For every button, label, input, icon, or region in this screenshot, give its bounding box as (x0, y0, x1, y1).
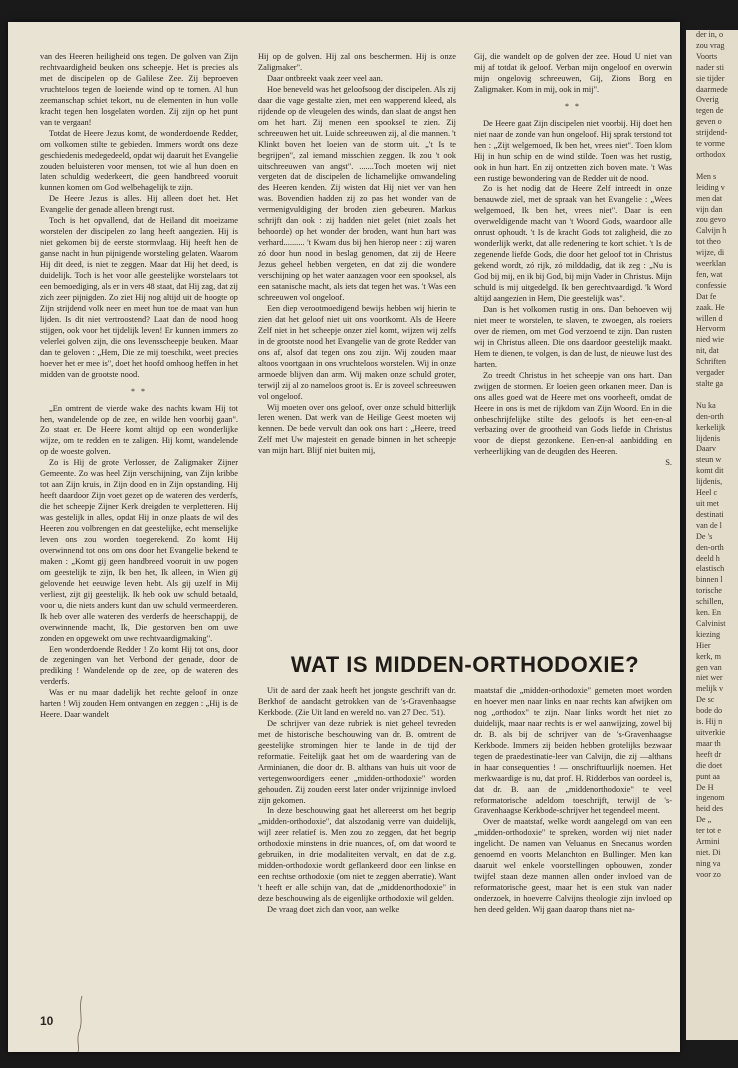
adjacent-page-line: Dat fe (696, 291, 717, 301)
adjacent-page-line: kerkelijk (696, 422, 726, 432)
adjacent-page-line: deeld h (696, 553, 720, 563)
adjacent-page-line: Daarv (696, 444, 717, 454)
adjacent-page-line: Hervorm (696, 324, 726, 334)
adjacent-page-line: ning va (696, 858, 721, 868)
adjacent-page-line: niet. Di (696, 847, 721, 857)
adjacent-page-line: nit, dat (696, 346, 719, 356)
adjacent-page-line: wijze, di (696, 248, 725, 258)
adjacent-page-line: melijk v (696, 684, 724, 694)
meditation-column-3 (474, 52, 672, 469)
adjacent-page-line: De 's (696, 531, 713, 541)
adjacent-page-line: leiding v (696, 182, 725, 192)
adjacent-page-line: Men s (696, 171, 717, 181)
paragraph: van des Heeren heiligheid ons tegen. De golven van Zijn rechtvaardigheid beuken ons scheepje. Het is precies als met de discipelen op de Galilese Zee. Zij beproeven vruchteloos tegen de loeiende wind op te tornen. Al hun zeemanschap schiet tekort, nu de elementen in hun volle kracht tegen hen losgelaten worden. Zij zijn op het punt van te vergaan! (40, 52, 238, 127)
adjacent-page-line (686, 390, 738, 401)
paragraph: Toch is het opvallend, dat de Heiland dit moeizame worstelen der discipelen zo lang heeft aangezien. Hij is niet gekomen bij de eerste stormvlaag. Hij heeft hen de ganse nacht in hun pijnigende worsteling gelaten. Waarom Hij dit deed, is niet te zeggen. Maar dat Hij het deed, is duidelijk. Toch is het voor alle geestelijke worstelaars tot een bemoediging, als er in vers 48 staat, dat Hij zag, dat zij zich zeer pijnigden. Zo ziet Hij nog altijd uit de hoogte op Zijn strijdend volk neer en meet hun toe de maat van hun lijden. Is dit niet vertroostend? Laat dan de nood hoog stijgen, ook voor het tijdelijk leven! Er kunnen immers zo velerlei golven zijn, die ons levensscheepje beuken. Maar dan te geloven : „Hem, Die ze mij toeschikt, weet precies hoever het er mee is", doet het hoofd omhoog heffen in het midden van de grootste nood. (40, 216, 238, 379)
paragraph: Zo treedt Christus in het scheepje van ons hart. Dan zwijgen de stormen. Er loeien geen orkanen meer. Dan is ons alles goed wat de Heere met ons voorheeft, omdat de Heere in ons is met de rijkdom van Zijn Woord. En in die onbeschrijfelijke stilte des geloofs is het een-en-al verbazing over de grootheid van Gods liefde in Christus voor de diepst gezonkene. Een-en-al aanbidding en verheerlijking van de deugden des Heeren. (474, 370, 672, 457)
adjacent-page-line (686, 161, 738, 172)
adjacent-page-line: geven o (696, 117, 722, 127)
adjacent-page-line: fen, wat (696, 269, 723, 279)
adjacent-page-line: Nu ka (696, 400, 716, 410)
adjacent-page-line: Hier (696, 640, 711, 650)
adjacent-page-line: heeft dr (696, 749, 722, 759)
adjacent-page-line: tot theo (696, 237, 721, 247)
adjacent-page-line: tegen de (696, 106, 724, 116)
section-divider: * * (131, 386, 147, 396)
paragraph: Daar ontbreekt vaak zeer veel aan. (267, 73, 383, 83)
adjacent-page-line: torische (696, 586, 722, 596)
adjacent-page-line: komt dit (696, 466, 724, 476)
adjacent-page-line: van de l (696, 520, 722, 530)
adjacent-page-line: zaak. He (696, 302, 725, 312)
adjacent-page-line: zou vrag (696, 40, 725, 50)
article-column-right (474, 686, 672, 916)
adjacent-page-line: kerk, m (696, 651, 722, 661)
paragraph: maatstaf die „midden-orthodoxie" gemeten moet worden en hoever men naar links en naar rechts kan afwijken om nog „orthodox" te zijn. Naar links wordt het niet zo duidelijk, maar naar rechts is er wel aanwijzing, zowel bij dr. B. als bij de schrijver van de 's-Gravenhaagse Kerkbode. Immers zij beiden hebben grotelijks bezwaar tegen de praedestinatie-leer van Calvijn, die zij —althans in haar consequenties ! — onschriftuurlijk noemen. Het merkwaardige is nu, dat prof. H. Ridderbos van oordeel is, dat dr. B. aan de „middenorthodoxie" te veel reformatorische adeldom toeschrijft, terwijl de 's-Gravenhaagse Kerkbode-schrijver het tegendeel meent. (474, 686, 672, 816)
adjacent-page-line: schillen, (696, 597, 724, 607)
pencil-mark (70, 994, 90, 1054)
adjacent-page-line: die doet (696, 760, 723, 770)
adjacent-page-line: lijdenis (696, 433, 721, 443)
adjacent-page-line: zou gevo (696, 215, 726, 225)
adjacent-page-line: kiezing (696, 629, 721, 639)
adjacent-page-line: Heel c (696, 488, 718, 498)
adjacent-page-line: der in, o (696, 30, 724, 39)
adjacent-page-line: den-orth (696, 411, 724, 421)
paragraph: De vraag doet zich dan voor, aan welke (267, 905, 400, 915)
meditation-column-2 (258, 52, 456, 457)
paragraph: In deze beschouwing gaat het allereerst om het begrip „midden-orthodoxie", dat alszodanig verre van duidelijk, wijl zeer relatief is. Men zou zo zeggen, dat het begrip orthodoxie minstens in drie nuances, of, om dat woord te gebruiken, in drie modaliteiten vervalt, en dat de z.g. midden-orthodoxie wordt geflankeerd door een linkse en een rechtse orthodoxie (om niet te zeggen aberratie). Want 't heeft er alle schijn van, dat de „middenorthodoxie" in deze beschouwing als de eigenlijke orthodoxie wil gelden. (258, 806, 456, 904)
adjacent-page-line: stalte ga (696, 379, 724, 388)
adjacent-page-line: confessie (696, 280, 727, 290)
paragraph: Totdat de Heere Jezus komt, de wonderdoende Redder, om volkomen stilte te gebieden. Immers wordt ons deze geschiedenis medegedeeld, opdat wij daaruit het Evangelie zouden beluisteren voor mensen, tot wie al hun doen en laten schuldig wederkeert, die geen handbreed vooruit kunnen komen om God welbehagelijk te zijn. (40, 128, 238, 193)
adjacent-page-line: Calvinist (696, 618, 726, 628)
paragraph: Gij, die wandelt op de golven der zee. Houd U niet van mij af totdat ik geloof. Verban mijn ongeloof en overwin mijn ongelovig schreeuwen, Gij, Zions Borg en Zaligmaker. Kom in mij, ook in mij". (474, 52, 672, 94)
article-column-left (258, 686, 456, 916)
author-initial: S. (665, 458, 672, 468)
adjacent-page-line: willen d (696, 313, 723, 323)
adjacent-page-line: strijdend- (696, 128, 728, 138)
adjacent-page-line: lijdenis, (696, 477, 723, 487)
paragraph: Zo is het nodig dat de Heere Zelf intreedt in onze benauwde ziel, met de spraak van het Evangelie : „Wees welgemoed, Ik ben het, vrees niet". Daar is een overweldigende macht van 't Woord Gods, waardoor alle onrust ophoudt. 't Is de kracht Gods tot zaligheid, die zo wonderlijk werkt, dat alle redenering te kort schiet. 't Is de zegenende liefde Gods, die door het geloof tot in Christus gekend wordt, zó rijk, zó milddadig, dat ik zeg : „Nu is God bij mij, en ik bij God, bij mijn Vader in Christus. Mijn schuld is mij uitgedelgd. Ik ben gerechtvaardigd. 'k Word altijd aangezien in Hem, Die geestelijk was". (474, 184, 672, 304)
adjacent-page-line: voor zo (696, 869, 721, 879)
adjacent-page-line: De sc (696, 695, 715, 705)
adjacent-page-fragment (686, 30, 738, 1040)
paragraph: Wij moeten over ons geloof, over onze schuld bitterlijk leren wenen. Dat werk van de Heilige Geest moeten wij kennen. De bede vervult dan ook ons hart : „Heere, treed Zelf met Uw majesteit en genade binnen in het scheepje van mijn hart. Blijf niet buiten mij, (258, 402, 456, 456)
adjacent-page-line: vergader (696, 368, 725, 378)
paragraph: Een wonderdoende Redder ! Zo komt Hij tot ons, door de zegeningen van het Verbond der genade, door de prediking ! Wandelende op de zee, op de wateren des verderfs. (40, 644, 238, 687)
adjacent-page-line: vijn dan (696, 204, 723, 214)
meditation-column-1 (40, 52, 238, 721)
paragraph: Hij op de golven. Hij zal ons beschermen. Hij is onze Zaligmaker". (258, 52, 456, 72)
paragraph: Zo is Hij de grote Verlosser, de Zaligmaker Zijner Gemeente. Zo was heel Zijn verschijning, van Zijn kribbe tot aan Zijn kruis, in Zijn dood en in Zijn opstanding. Hij heeft daardoor Zijn voet gezet op de wateren des verderfs, die het scheepje Zijner Kerk dreigden te verpletteren. Hij was gestelijk in alles, opdat Hij in onze plaats de wil des Heeren zou volbrengen en dat geestelijke, echt menselijke leven ons zou worden toegerekend. Zo komt Hij overwinnend tot ons om ons door het Evangelie bekend te maken : „Komt gij geen handbreed vooruit in uw pogen om geestelijk te zijn, Ik ben het, Ik alleen, in Wien gij gelovende het eeuwige leven hebt. Als gij uzelf in Mij verliest, zijt gij geestelijk. Ik heb ook uw schuld betaald, voor u, die niets anders kunt dan uw schuld vermeerderen. Ik heb over alle wateren des verderfs de heerschappij, de overwinnende macht, Ik, Die gestorven ben om uwe zonden en opgewekt om uwe rechtvaardigmaking". (40, 458, 238, 643)
paragraph: Een diep verootmoedigend bewijs hebben wij hierin te zien dat het geloof niet uit ons voortkomt. Als de Heere Zelf niet in het scheepje onzer ziel komt, wijzen wij zelfs in de grootste nood het Evangelie van de grote Redder van ons af, alsof dat tegen ons zou zijn. Wij zouden maar altoos voortgaan in ons vruchteloos worstelen. Wij in onze armoede blijven dan arm. Wij maken onze schuld groter, terwijl zij al zo nameloos groot is. Er is zoveel schreeuwen vol ongeloof. (258, 303, 456, 401)
adjacent-page-line: uit met (696, 498, 719, 508)
adjacent-page-line: uitverkie (696, 728, 726, 737)
adjacent-page-line: destinati (696, 509, 724, 519)
adjacent-page-line: binnen l (696, 575, 723, 585)
paragraph: De Heere gaat Zijn discipelen niet voorbij. Hij doet hen niet naar de zonde van hun ongeloof. Hij sprak terstond tot hen : „Zijt welgemoed, Ik ben het, vrees niet". Toen klom Hij in hun schip en de wind stilde. Toen was het rustig, ook in hun hart. En zij ontzetten zich boven mate. 't Was een rustige bewondering van de Redder uit de nood. (474, 118, 672, 183)
adjacent-page-line: niet wer (696, 673, 723, 683)
adjacent-page-line: te vorme (696, 139, 725, 149)
adjacent-page-line: is. Hij n (696, 717, 723, 727)
paragraph: Dan is het volkomen rustig in ons. Dan behoeven wij niet meer te worstelen, te slaven, te zwoegen, als roeiers over de riemen, om met God verzoend te zijn. Dan rusten wij in Christus alleen. Die ons daardoor geestelijk maakt. Hem te dienen, te volgen, is dan de lust, de nieuwe lust des harten. (474, 304, 672, 369)
adjacent-page-line: ter tot e (696, 826, 722, 836)
adjacent-page-line: steun w (696, 455, 722, 465)
adjacent-page-line: den-orth (696, 542, 724, 552)
adjacent-page-line: Armini (696, 837, 720, 847)
adjacent-page-line: elastisch (696, 564, 725, 574)
paragraph: Was er nu maar dadelijk het rechte geloof in onze harten ! Wij zouden Hem ontvangen en zeggen : „Hij is de Heere. Daar wandelt (40, 688, 238, 720)
magazine-page (8, 22, 680, 1052)
adjacent-page-line: Voorts (696, 51, 718, 61)
adjacent-page-line: maar th (696, 738, 721, 748)
adjacent-page-line: bode do (696, 706, 723, 716)
adjacent-page-line: heid des (696, 804, 724, 814)
adjacent-page-line: De H (696, 782, 714, 792)
section-divider: * * (565, 101, 581, 111)
paragraph: „En omtrent de vierde wake des nachts kwam Hij tot hen, wandelende op de zee, en wilde hen voorbij gaan". Zo staat er. De Heere komt altijd op een wonderlijke wijze, om te redden en te zaligen. Hij komt, wandelende op de woeste golven. (40, 403, 238, 457)
adjacent-page-line: Schriften (696, 357, 727, 367)
adjacent-page-line: weerklan (696, 259, 727, 269)
adjacent-page-line: sie tijder (696, 73, 725, 83)
adjacent-page-line: ken. En (696, 608, 722, 618)
paragraph: Hoe beneveld was het geloofsoog der discipelen. Als zij daar die vage gestalte zien, met een wapperend kleed, als rijdende op de vleugelen des winds, dan slaat de angst hen om het hart. Zij menen een spookseI te zien. Zij schreeuwen het uit. Luide schreeuwen zij, al die mannen. 't Klinkt boven het loeien van de storm uit. „'t Is te begrijpen", zal iemand misschien zeggen. Ik zou 't ook uitschreeuwen van angst". .......Toch moeten wij niet vergeten dat de discipelen de lichamelijke omwandeling des Heeren kenden. Zij wisten dat Hij niet ver van hen was. Bovendien hadden zij zo pas het wonder van de vermenigvuldiging der broden zien gebeuren. Markus schrijft dan ook : zij hadden niet gelet (niet zoals het behoorde) op het wonder der broden, want hun hart was verhard.......... 't Kwam dus bij hen hierop neer : zij waren zó door hun nood in beslag genomen, dat zij de Heere Jezus geheel hebben vergeten, en dat zij die wondere verschijning op het water aanzagen voor een spooksel, als een satanische macht, als iets dat tegen het was. 't Was een schreeuwen vol ongeloof. (258, 84, 456, 302)
adjacent-page-line: Overig (696, 95, 719, 105)
adjacent-page-line: nied wie (696, 335, 724, 345)
adjacent-page-line: men dat (696, 193, 723, 203)
paragraph: Over de maatstaf, welke wordt aangelegd om van een „midden-orthodoxie" te spreken, worden wij niet nader ingelicht. De namen van Veluanus en Snecanus worden genoemd en voorts Melanchton en Bullinger. Men kan daaruit wel enkele voorstellingen opbouwen, zonder twijfel staan deze mannen allen onder invloed van de reformatorische geest, maar het is een stuk van nader onderzoek, in hoeverre Calvijns theologie zijn invloed op hen deed gelden. Wij gaan daarop thans niet na- (474, 817, 672, 915)
adjacent-page-line: daarmede (696, 84, 728, 94)
adjacent-page-line: orthodox (696, 149, 726, 159)
paragraph: De schrijver van deze rubriek is niet geheel tevreden met de historische beschouwing van dr. B. omtrent de geestelijke stromingen hier te lande in de tijd der reformatie. Feitelijk gaat het om de waardering van de Arminianen, die door dr. B. althans van huis uit voor de vertegenwoordigers eener „midden-orthodoxie" worden gehouden. Zij zouden eerst later onder vrijzinnige invloed zijn gekomen. (258, 718, 456, 805)
paragraph: Uit de aard der zaak heeft het jongste geschrift van dr. Berkhof de aandacht getrokken van de 's-Gravenhaagse Kerkbode. (Zie Uit land en wereld no. van 27 Dec. '51). (258, 686, 456, 717)
adjacent-page-line: nader sti (696, 62, 724, 72)
adjacent-page-line: ingenom (696, 793, 725, 803)
page-number: 10 (40, 1014, 54, 1028)
article-headline: WAT IS MIDDEN-ORTHODOXIE? (290, 652, 640, 677)
adjacent-page-line: Calvijn h (696, 226, 727, 236)
adjacent-page-line: De „ (696, 815, 712, 825)
adjacent-page-line: gen van (696, 662, 722, 672)
adjacent-page-line: punt aa (696, 771, 720, 781)
paragraph: De Heere Jezus is alles. Hij alleen doet het. Het Evangelie der genade alleen brengt rust. (40, 194, 238, 215)
